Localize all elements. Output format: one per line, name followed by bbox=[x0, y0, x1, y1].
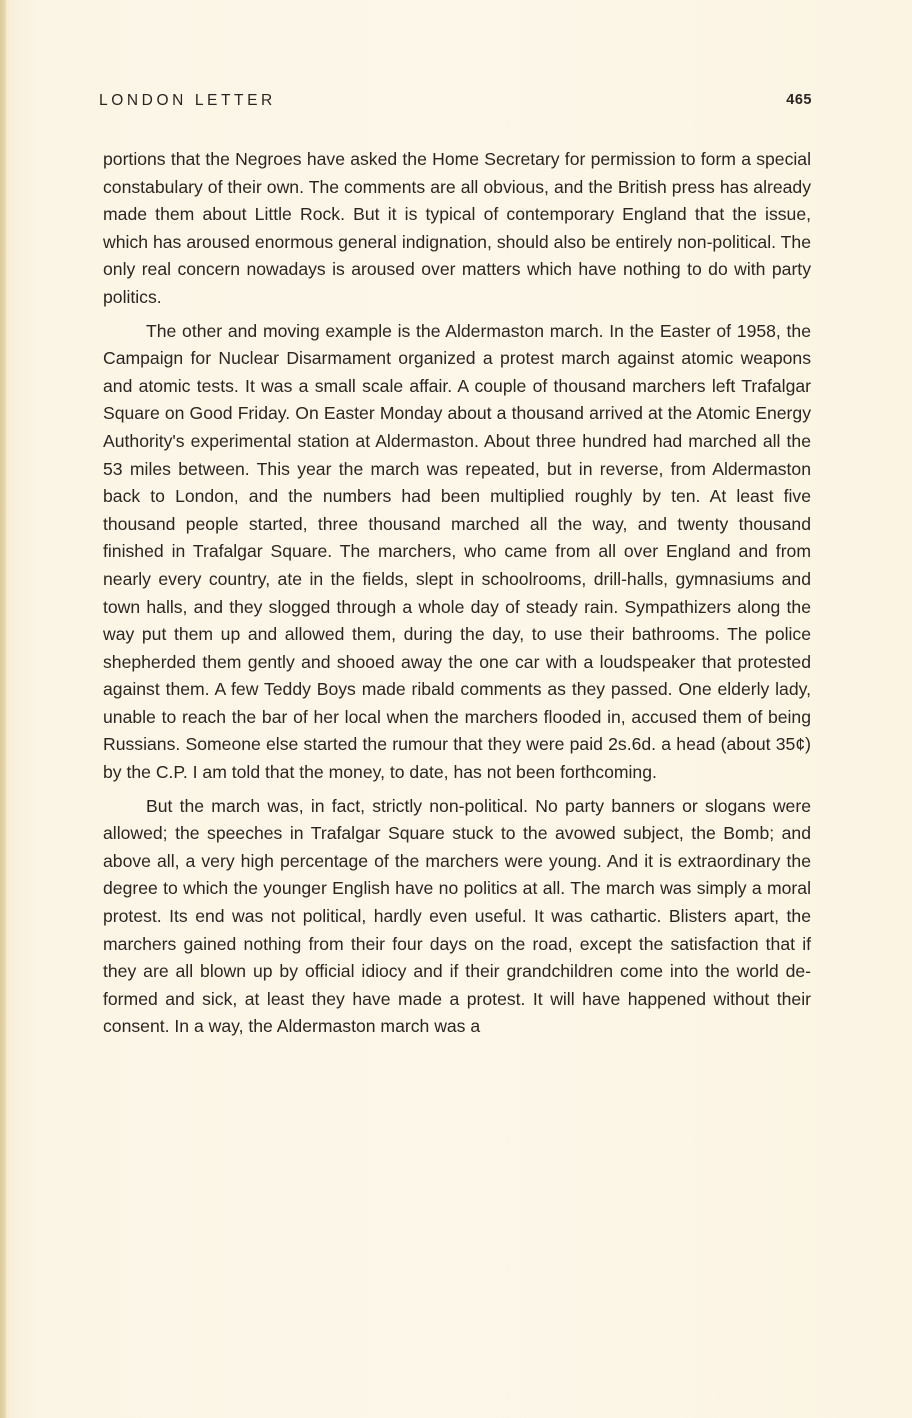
page-number: 465 bbox=[786, 92, 812, 108]
running-head-title: LONDON LETTER bbox=[99, 92, 276, 109]
running-head bbox=[99, 92, 812, 116]
page-spine-edge bbox=[0, 0, 6, 1418]
paragraph-aldermaston-march: The other and moving example is the Aldermaston march. In the Easter of 1958, the Campaign for Nuclear Disarmament organized a protest march against atomic weapons and atomic tests. It was a small scale affair. A couple of thousand marchers left Trafalgar Square on Good Friday. On Easter Monday about a thousand arrived at the Atomic Energy Authority's experimental station at Aldermaston. About three hundred had marched all the 53 miles between. This year the march was repeated, but in reverse, from Aldermaston back to London, and the numbers had been multiplied roughly by ten. At least five thousand people started, three thousand marched all the way, and twenty thousand finished in Trafalgar Square. The marchers, who came from all over England and from nearly every country, ate in the fields, slept in schoolrooms, drill-halls, gymnasiums and town halls, and they slogged through a whole day of steady rain. Sympathizers along the way put them up and allowed them, during the day, to use their bathrooms. The police shepherded them gently and shooed away the one car with a loudspeaker that protested against them. A few Teddy Boys made ribald comments as they passed. One elderly lady, unable to reach the bar of her local when the marchers flooded in, accused them of being Russians. Someone else started the rumour that they were paid 2s.6d. a head (about 35¢) by the C.P. I am told that the money, to date, has not been forthcoming. bbox=[103, 320, 811, 783]
body-text bbox=[103, 146, 811, 1041]
paragraph-continued: portions that the Negroes have asked the Home Secretary for permission to form a special constabulary of their own. The comments are all obvious, and the British press has already made them about Little Rock. But it is typical of contemporary England that the issue, which has aroused enormous general indignation, should also be entirely non-political. The only real concern nowadays is aroused over matters which have nothing to do with party politics. bbox=[103, 149, 811, 307]
paragraph-non-political: But the march was, in fact, strictly non-political. No party banners or slogans were allowed; the speeches in Trafalgar Square stuck to the avowed subject, the Bomb; and above all, a very high percentage of the marchers were young. And it is extraordinary the degree to which the younger English have no politics at all. The march was simply a moral protest. Its end was not political, hardly even useful. It was cathartic. Blisters apart, the marchers gained nothing from their four days on the road, except the satisfaction that if they are all blown up by official idiocy and if their grandchildren come into the world deformed and sick, at least they have made a protest. It will have happened without their consent. In a way, the Aldermaston march was a bbox=[103, 795, 811, 1037]
